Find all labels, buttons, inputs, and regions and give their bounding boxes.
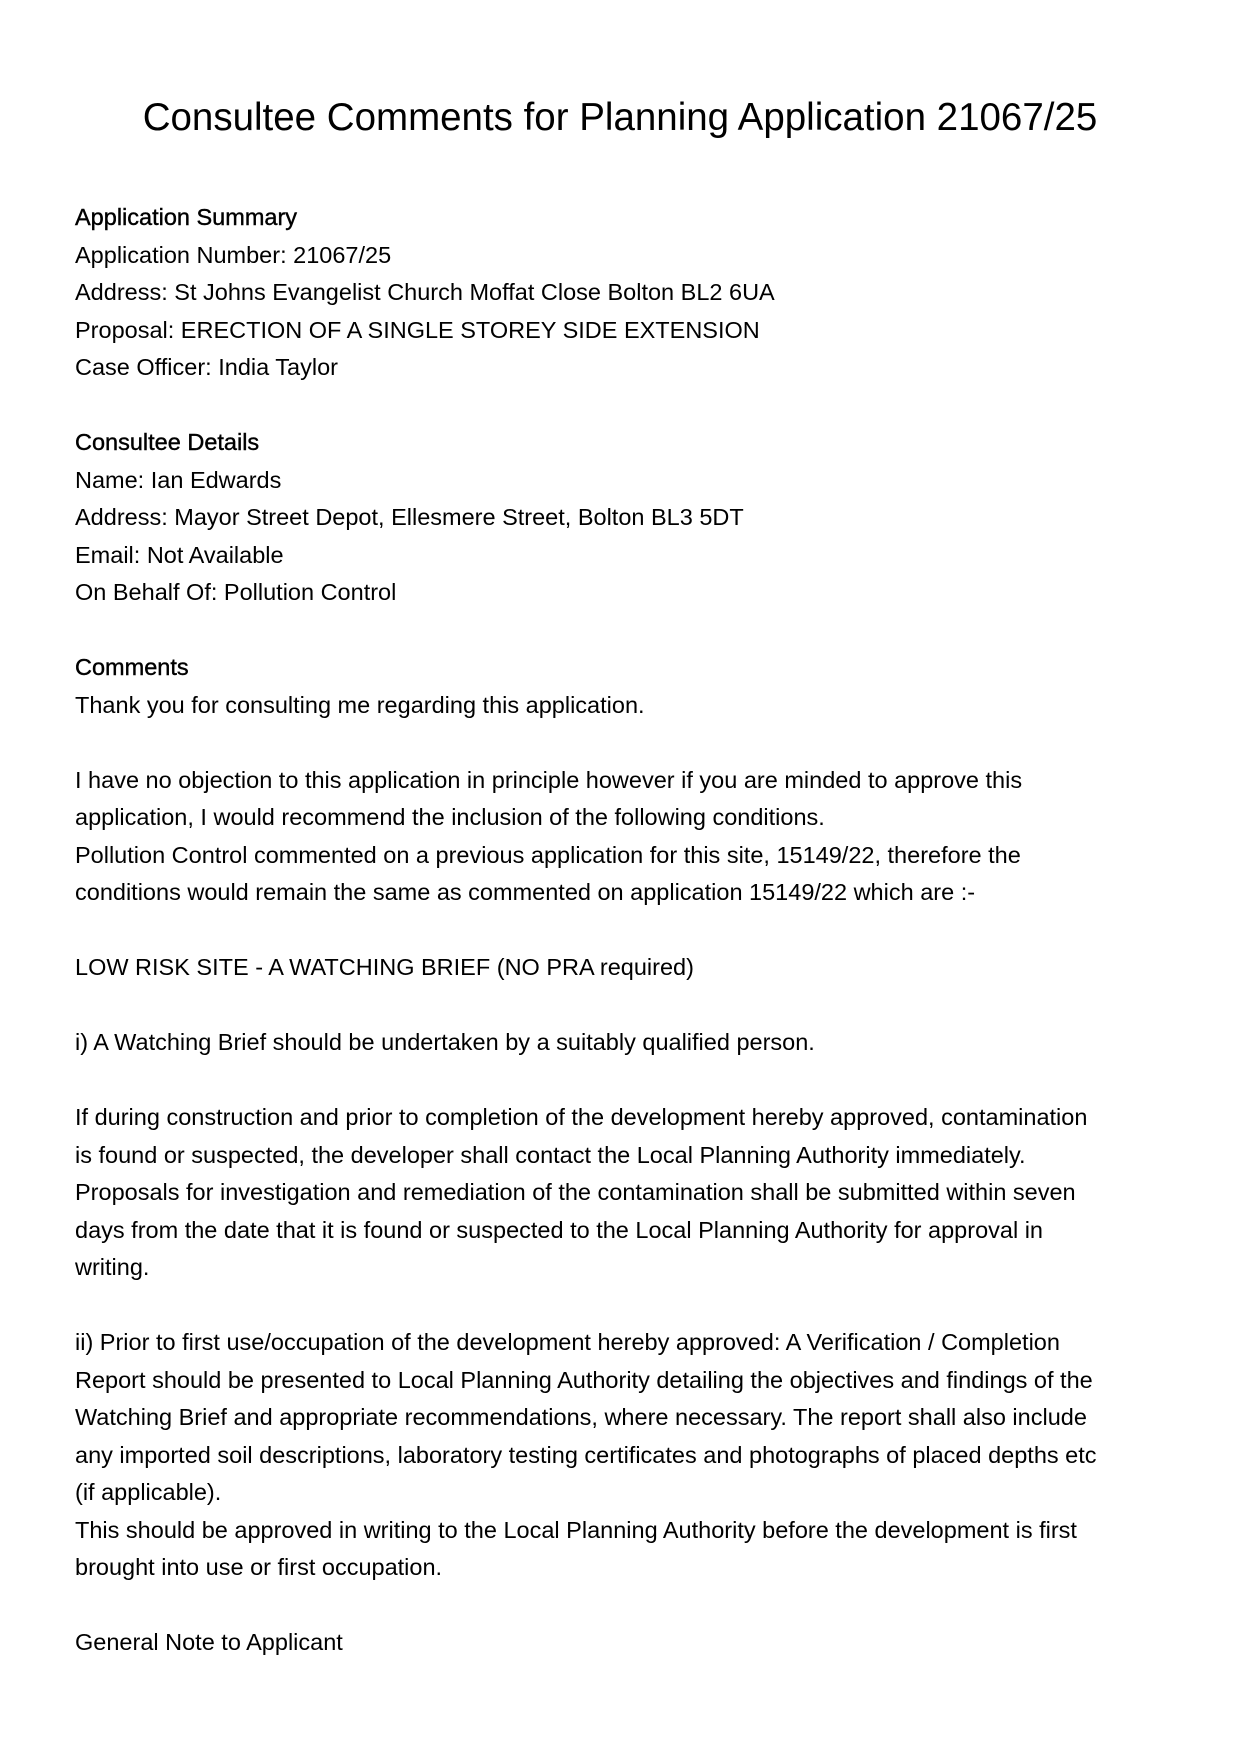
condition-ii-line: Watching Brief and appropriate recommendations, where necessary. The report shall also include [75, 1404, 1087, 1430]
spacer [75, 1062, 1175, 1100]
condition-ii-line: any imported soil descriptions, laboratory testing certificates and photographs of placed depths etc [75, 1441, 1097, 1468]
comment-paragraph-line: Pollution Control commented on a previous application for this site, 15149/22, therefore the [75, 841, 1021, 868]
spacer [75, 1287, 1175, 1325]
comment-paragraph-line: If during construction and prior to completion of the development hereby approved, contamination [75, 1104, 1088, 1130]
spacer [75, 612, 1175, 650]
consultee-email: Email: Not Available [75, 541, 284, 568]
comments-thanks: Thank you for consulting me regarding this application. [75, 691, 645, 718]
consultee-details-section [75, 424, 1175, 612]
general-note-heading: General Note to Applicant [75, 1629, 343, 1655]
spacer [75, 387, 1175, 425]
comment-paragraph-line: days from the date that it is found or suspected to the Local Planning Authority for approval in [75, 1216, 1043, 1243]
application-proposal: Proposal: ERECTION OF A SINGLE STOREY SIDE EXTENSION [75, 316, 760, 343]
consultee-details-heading: Consultee Details [75, 429, 260, 455]
condition-ii-line: Report should be presented to Local Planning Authority detailing the objectives and findings of the [75, 1366, 1093, 1393]
consultee-on-behalf-of: On Behalf Of: Pollution Control [75, 579, 397, 605]
spacer [75, 912, 1175, 950]
comment-paragraph-line: application, I would recommend the inclusion of the following conditions. [75, 804, 825, 830]
comment-paragraph-line: I have no objection to this application in principle however if you are minded to approve this [75, 766, 1023, 793]
application-number: Application Number: 21067/25 [75, 241, 392, 268]
condition-ii-line: brought into use or first occupation. [75, 1554, 443, 1580]
comment-paragraph-line: Proposals for investigation and remediation of the contamination shall be submitted within seven [75, 1179, 1076, 1205]
application-summary-heading: Application Summary [75, 204, 298, 230]
comment-paragraph-line: conditions would remain the same as commented on application 15149/22 which are :- [75, 879, 976, 905]
condition-ii-line: ii) Prior to first use/occupation of the development hereby approved: A Verification / Completion [75, 1329, 1060, 1355]
spacer [75, 987, 1175, 1025]
condition-ii-line: (if applicable). [75, 1479, 222, 1505]
page-title: Consultee Comments for Planning Application 21067/25 [142, 96, 1098, 139]
risk-classification: LOW RISK SITE - A WATCHING BRIEF (NO PRA required) [75, 954, 694, 980]
document-body [75, 199, 1175, 1662]
application-summary-section [75, 199, 1175, 387]
consultee-address: Address: Mayor Street Depot, Ellesmere Street, Bolton BL3 5DT [75, 504, 744, 530]
condition-ii-line: This should be approved in writing to the Local Planning Authority before the development is first [75, 1516, 1077, 1543]
comments-heading: Comments [75, 654, 189, 680]
application-address: Address: St Johns Evangelist Church Moffat Close Bolton BL2 6UA [75, 279, 775, 305]
spacer [75, 724, 1175, 762]
condition-i: i) A Watching Brief should be undertaken by a suitably qualified person. [75, 1029, 815, 1055]
comments-section [75, 649, 1175, 1662]
comment-paragraph-line: writing. [75, 1254, 150, 1280]
comment-paragraph-line: is found or suspected, the developer shall contact the Local Planning Authority immediately. [75, 1141, 1026, 1168]
spacer [75, 1587, 1175, 1625]
case-officer: Case Officer: India Taylor [75, 354, 338, 380]
consultee-name: Name: Ian Edwards [75, 466, 282, 493]
